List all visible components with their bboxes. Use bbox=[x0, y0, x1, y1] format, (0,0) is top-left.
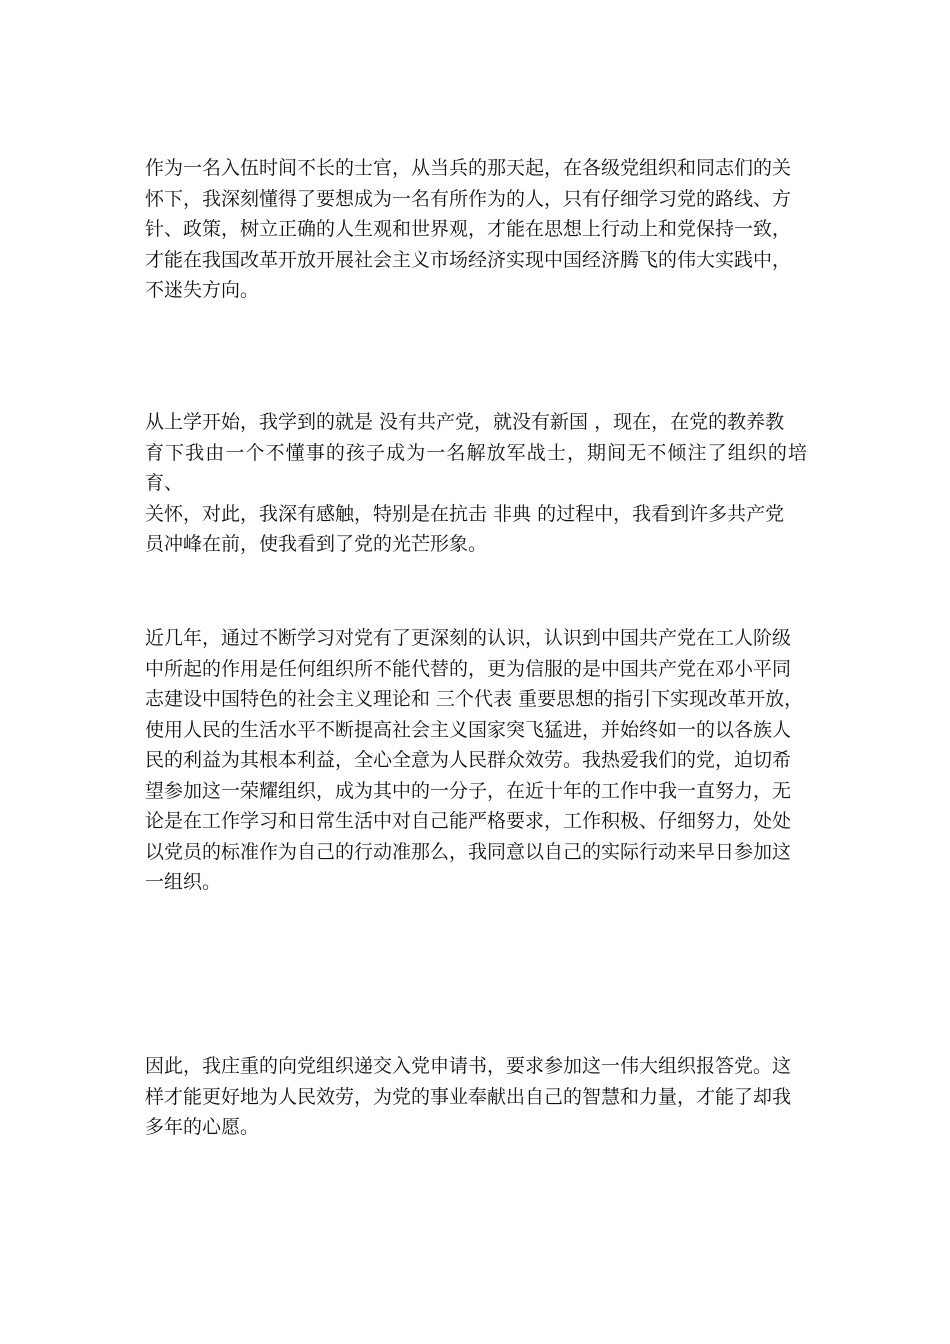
paragraph-1: 作为一名入伍时间不长的士官，从当兵的那天起，在各级党组织和同志们的关 怀下，我深刻懂得了要想成为一名有所作为的人，只有仔细学习党的路线、方 针、政策，树立正确的人生观和世界观，才能在思想上行动上和党保持一致， 才能在我国改革开放开展社会主义市场经济实现中国经济腾飞的伟大实践中， 不迷失方向。 bbox=[145, 157, 792, 301]
paragraph-4: 因此，我庄重的向党组织递交入党申请书，要求参加这一伟大组织报答党。这 样才能更好地为人民效劳，为党的事业奉献出自己的智慧和力量，才能了却我 多年的心愿。 bbox=[145, 1055, 792, 1138]
paragraph-3: 近几年，通过不断学习对党有了更深刻的认识，认识到中国共产党在工人阶级 中所起的作用是任何组织所不能代替的，更为信服的是中国共产党在邓小平同 志建设中国特色的社会主义理论和 三个代表 重要思想的指引下实现改革开放， 使用人民的生活水平不断提高社会主义国家突飞猛进，并始终如一的以各族人 民的利益为其根本利益，全心全意为人民群众效劳。我热爱我们的党，迫切希 望参加这一荣耀组织，成为其中的一分子，在近十年的工作中我一直努力，无 论是在工作学习和日常生活中对自己能严格要求，工作积极、仔细努力，处处 以党员的标准作为自己的行动准那么，我同意以自己的实际行动来早日参加这 一组织。 bbox=[145, 627, 804, 893]
paragraph-2: 从上学开始，我学到的就是 没有共产党，就没有新国 ，现在，在党的教养教 育下我由一个不懂事的孩子成为一名解放军战士，期间无不倾注了组织的培育、 关怀，对此，我深有感触，特别是在抗击 非典 的过程中，我看到许多共产党 员冲峰在前，使我看到了党的光芒形象。 bbox=[145, 411, 807, 555]
